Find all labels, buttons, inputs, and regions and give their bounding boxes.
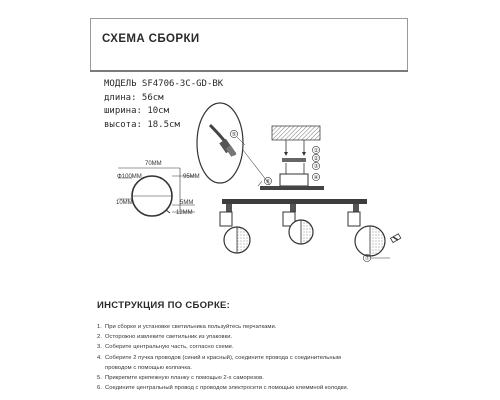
callout-6: ⑥ — [265, 179, 271, 186]
instruction-step: 1. При сборке и установке светильника пользуйтесь перчатками. — [97, 324, 277, 330]
callout-5: ⑤ — [231, 132, 237, 139]
callout-2: ② — [313, 156, 319, 163]
instructions — [97, 300, 457, 393]
callout-3: ③ — [313, 164, 319, 171]
instruction-step: 2. Осторожно извлеките светильник из упаковки. — [97, 334, 233, 341]
dim-d100: Φ100MM — [117, 174, 142, 180]
spec-length: длина: 56см — [104, 92, 164, 103]
dim-h10: 10MM — [116, 200, 133, 206]
instruction-step: 5. Прикрепите крепежную планку с помощью 2-х саморезов. — [97, 375, 264, 382]
spot-lamp-left — [220, 212, 250, 253]
wiring-detail-oval — [197, 103, 270, 185]
instruction-step: 4. Соберите 2 пучка проводов (синий и красный), соедините провода с соединительным — [97, 354, 341, 361]
instruction-step: 3. Соберите центральную часть, согласно схеме. — [97, 344, 234, 351]
instruction-step: 6. Соедините центральный провод с проводом электросети с помощью клеммной колодки. — [97, 385, 349, 392]
page-title: СХЕМА СБОРКИ — [102, 33, 200, 45]
spec-model: МОДЕЛЬ SF4706-3C-GD-BK — [104, 79, 224, 89]
spot-lamp-middle — [283, 212, 313, 244]
instructions-title: ИНСТРУКЦИЯ ПО СБОРКЕ: — [97, 300, 231, 311]
dim-h95: 95MM — [183, 174, 200, 180]
instruction-step: проводом с помощью колпачка. — [105, 364, 192, 371]
fixture-bar — [222, 199, 367, 212]
callout-4: ④ — [313, 175, 319, 182]
dim-h12: 12MM — [176, 210, 193, 216]
spot-lamp-right — [348, 212, 401, 256]
spec-height: высота: 18.5см — [104, 119, 180, 130]
dim-h5: 5MM — [180, 200, 194, 206]
dim-w70: 70MM — [145, 161, 162, 167]
callout-1: ① — [313, 148, 319, 155]
instruction-steps — [97, 322, 457, 393]
spec-width: ширина: 10см — [104, 106, 170, 116]
callout-7: ⑦ — [364, 256, 370, 263]
